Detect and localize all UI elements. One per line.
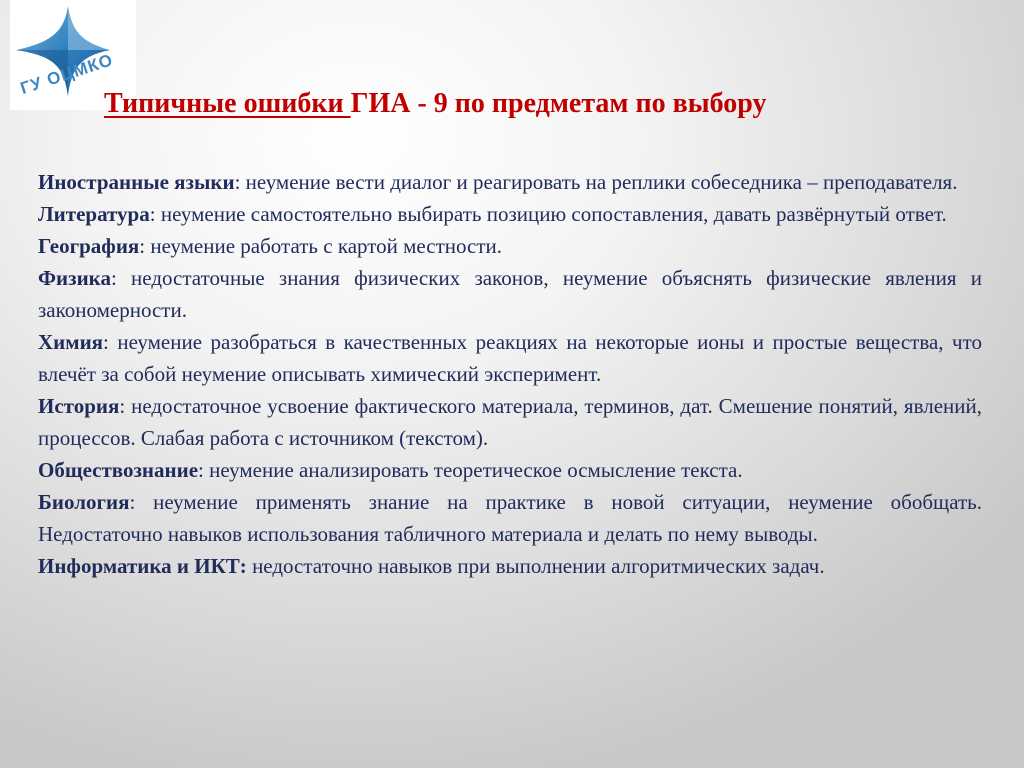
title-rest: ГИА - 9 по предметам по выбору: [350, 88, 767, 119]
subject-name: Обществознание: [38, 458, 199, 482]
subject-text: : недостаточное усвоение фактического материала, терминов, дат. Смешение понятий, явлений, процессов. Слабая работа с источником (текстом).: [38, 394, 982, 450]
subject-text: : неумение самостоятельно выбирать позицию сопоставления, давать развёрнутый ответ.: [149, 202, 947, 226]
subject-text: недостаточно навыков при выполнении алгоритмических задач.: [246, 554, 825, 578]
subject-paragraph-foreign-languages: [38, 166, 982, 198]
logo-text: ГУ ОЦМКО: [18, 50, 116, 99]
subject-text: : неумение разобраться в качественных реакциях на некоторые ионы и простые вещества, что влечёт за собой неумение описывать химический эксперимент.: [38, 330, 982, 386]
subject-text: : неумение применять знание на практике в новой ситуации, неумение обобщать. Недостаточно навыков использования табличного материала и делать по нему выводы.: [38, 490, 982, 546]
subject-text: : неумение вести диалог и реагировать на реплики собеседника – преподавателя.: [234, 170, 958, 194]
subject-paragraph-chemistry: [38, 326, 982, 390]
subject-name: Иностранные языки: [38, 170, 235, 194]
subject-name: Информатика и ИКТ:: [38, 554, 247, 578]
subject-text: : неумение анализировать теоретическое осмысление текста.: [198, 458, 743, 482]
subject-paragraph-biology: [38, 486, 982, 550]
subject-name: История: [38, 394, 120, 418]
subject-paragraph-geography: [38, 230, 982, 262]
subject-name: Физика: [38, 266, 111, 290]
subject-text: : недостаточные знания физических законов, неумение объяснять физические явления и закономерности.: [38, 266, 982, 322]
subject-paragraph-literature: [38, 198, 982, 230]
title-underlined-part: Типичные ошибки: [104, 88, 351, 119]
subject-paragraph-social-studies: [38, 454, 982, 486]
subject-text: : неумение работать с картой местности.: [139, 234, 503, 258]
subject-name: Литература: [38, 202, 150, 226]
subject-name: Биология: [38, 490, 130, 514]
subject-paragraph-informatics: [38, 550, 982, 582]
subject-paragraph-physics: [38, 262, 982, 326]
slide-content: [38, 166, 982, 582]
slide-title: [104, 84, 984, 124]
subject-paragraph-history: [38, 390, 982, 454]
subject-name: Химия: [38, 330, 104, 354]
subject-name: География: [38, 234, 140, 258]
